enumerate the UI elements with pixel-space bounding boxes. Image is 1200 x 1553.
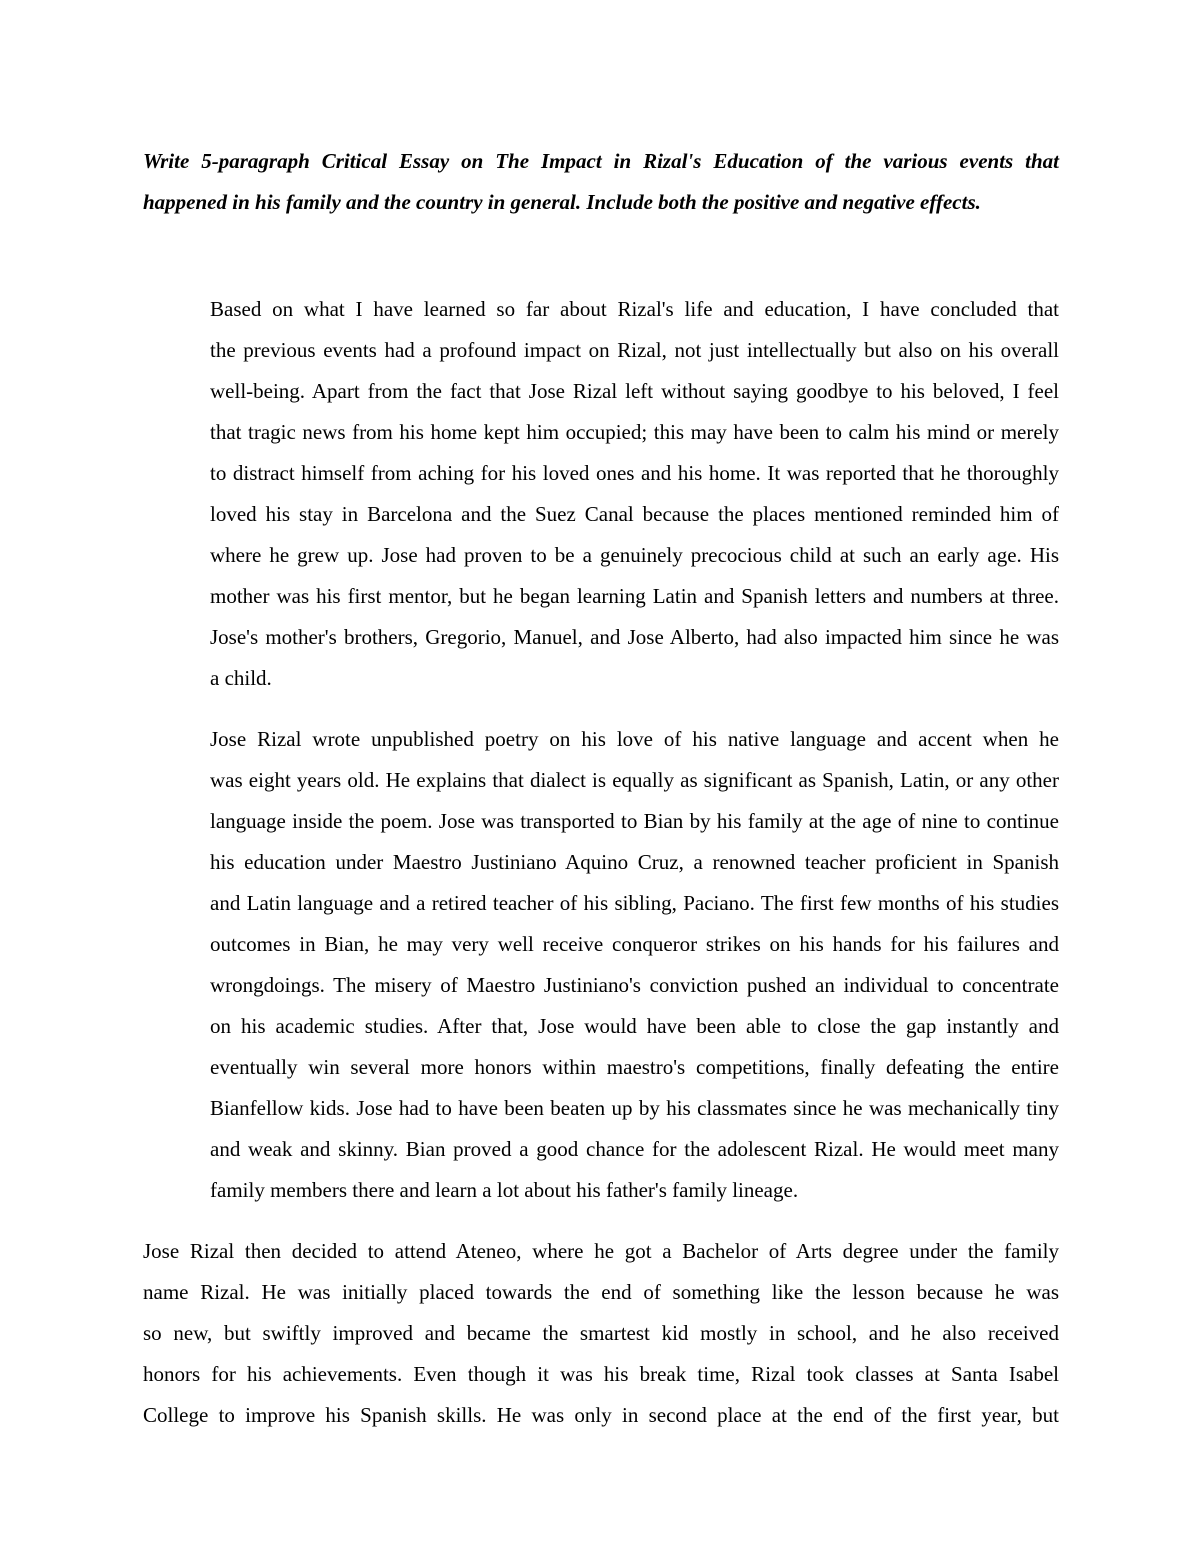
paragraph-line: honors for his achievements. Even though it was his break time, Rizal took classes at Santa Isabel [143,1362,1059,1386]
essay-paragraph-3 [143,1231,1059,1436]
paragraph-line: Bianfellow kids. Jose had to have been beaten up by his classmates since he was mechanically tiny [210,1096,1059,1120]
paragraph-line: family members there and learn a lot about his father's family lineage. [210,1178,799,1202]
paragraph-line: eventually win several more honors within maestro's competitions, finally defeating the entire [210,1055,1059,1079]
paragraph-line: and Latin language and a retired teacher of his sibling, Paciano. The first few months of his studies [210,891,1059,915]
paragraph-line: on his academic studies. After that, Jose would have been able to close the gap instantly and [210,1014,1059,1038]
paragraph-line: well-being. Apart from the fact that Jose Rizal left without saying goodbye to his beloved, I feel [210,379,1059,403]
prompt-line: Write 5-paragraph Critical Essay on The Impact in Rizal's Education of the various events that [143,149,1059,173]
paragraph-line: mother was his first mentor, but he began learning Latin and Spanish letters and numbers at three. [210,584,1059,608]
paragraph-line: loved his stay in Barcelona and the Suez Canal because the places mentioned reminded him of [210,502,1059,526]
paragraph-line: outcomes in Bian, he may very well receive conqueror strikes on his hands for his failures and [210,932,1059,956]
paragraph-line: Jose Rizal wrote unpublished poetry on his love of his native language and accent when he [210,727,1059,751]
paragraph-line: Jose's mother's brothers, Gregorio, Manuel, and Jose Alberto, had also impacted him since he was [210,625,1059,649]
paragraph-line: College to improve his Spanish skills. He was only in second place at the end of the first year, but [143,1403,1059,1427]
prompt-line: happened in his family and the country in general. Include both the positive and negative effects. [143,190,981,214]
paragraph-line: wrongdoings. The misery of Maestro Justiniano's conviction pushed an individual to concentrate [210,973,1059,997]
paragraph-line: a child. [210,666,272,690]
essay-paragraph-1 [143,289,1059,699]
paragraph-line: name Rizal. He was initially placed towards the end of something like the lesson because he was [143,1280,1059,1304]
paragraph-line: language inside the poem. Jose was transported to Bian by his family at the age of nine to continue [210,809,1059,833]
essay-body [143,289,1059,1456]
essay-prompt [143,141,1059,223]
paragraph-line: his education under Maestro Justiniano Aquino Cruz, a renowned teacher proficient in Spanish [210,850,1059,874]
paragraph-line: so new, but swiftly improved and became the smartest kid mostly in school, and he also received [143,1321,1059,1345]
paragraph-line: and weak and skinny. Bian proved a good chance for the adolescent Rizal. He would meet many [210,1137,1059,1161]
paragraph-line: that tragic news from his home kept him occupied; this may have been to calm his mind or merely [210,420,1059,444]
paragraph-line: Based on what I have learned so far about Rizal's life and education, I have concluded that [210,297,1059,321]
paragraph-line: where he grew up. Jose had proven to be a genuinely precocious child at such an early age. His [210,543,1059,567]
paragraph-line: Jose Rizal then decided to attend Ateneo, where he got a Bachelor of Arts degree under the family [143,1239,1059,1263]
paragraph-line: was eight years old. He explains that dialect is equally as significant as Spanish, Latin, or any other [210,768,1059,792]
paragraph-line: the previous events had a profound impact on Rizal, not just intellectually but also on his overall [210,338,1059,362]
paragraph-line: to distract himself from aching for his loved ones and his home. It was reported that he thoroughly [210,461,1059,485]
essay-paragraph-2 [143,719,1059,1211]
